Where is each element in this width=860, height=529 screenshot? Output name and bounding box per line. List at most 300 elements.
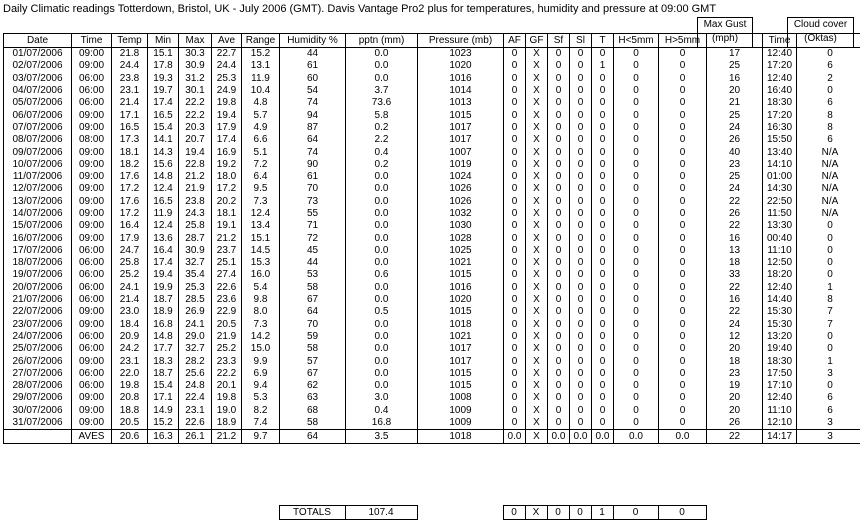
- table-cell: 74: [280, 97, 346, 109]
- table-cell: 14.2: [242, 331, 280, 343]
- table-cell: 09/07/2006: [4, 146, 72, 158]
- table-cell: 0: [504, 417, 526, 430]
- totals-h-lt5: 0: [613, 506, 658, 520]
- totals-label: TOTALS: [279, 506, 345, 520]
- table-cell: 25.3: [179, 282, 212, 294]
- table-cell: 14.8: [148, 331, 179, 343]
- table-cell: 0.0: [346, 208, 418, 220]
- table-cell: 0: [659, 319, 707, 331]
- table-cell: X: [526, 171, 548, 183]
- table-cell: 21.2: [212, 232, 242, 244]
- table-cell: 0: [659, 60, 707, 72]
- table-cell: 06:00: [72, 73, 112, 85]
- table-cell: 17.9: [212, 122, 242, 134]
- table-cell: 25: [707, 109, 763, 121]
- table-cell: 25.2: [112, 269, 148, 281]
- table-cell: 0: [504, 48, 526, 61]
- table-cell: 0: [548, 368, 570, 380]
- table-cell: 24.7: [112, 245, 148, 257]
- table-cell: 23/07/2006: [4, 319, 72, 331]
- table-cell: 12.4: [242, 208, 280, 220]
- table-cell: 0.0: [346, 331, 418, 343]
- table-cell: 3: [797, 368, 860, 380]
- table-cell: 70: [280, 183, 346, 195]
- totals-sf: 0: [547, 506, 569, 520]
- table-cell: 1015: [418, 269, 504, 281]
- table-cell: 7: [797, 319, 860, 331]
- table-cell: 30.9: [179, 60, 212, 72]
- table-cell: 1: [797, 355, 860, 367]
- table-cell: 25: [707, 60, 763, 72]
- table-cell: 0: [592, 282, 614, 294]
- table-cell: 15:30: [763, 319, 797, 331]
- table-cell: 0: [614, 294, 659, 306]
- table-cell: 6: [797, 60, 860, 72]
- table-cell: 22.8: [179, 159, 212, 171]
- table-cell: 19.9: [148, 282, 179, 294]
- table-cell: 0: [570, 417, 592, 430]
- table-cell: X: [526, 85, 548, 97]
- table-cell: 6: [797, 134, 860, 146]
- table-cell: 7.2: [242, 159, 280, 171]
- table-cell: 67: [280, 294, 346, 306]
- table-cell: 74: [280, 146, 346, 158]
- table-cell: 03/07/2006: [4, 73, 72, 85]
- table-cell: 24.4: [212, 60, 242, 72]
- column-header: Time: [72, 34, 112, 48]
- table-row: [4, 159, 860, 171]
- table-cell: 0: [570, 73, 592, 85]
- table-cell: 21.8: [112, 48, 148, 61]
- table-cell: 0: [570, 109, 592, 121]
- table-row: [4, 380, 860, 392]
- table-cell: 6: [797, 392, 860, 404]
- table-cell: 0.2: [346, 122, 418, 134]
- table-cell: 17.4: [148, 97, 179, 109]
- table-cell: 17.6: [112, 196, 148, 208]
- table-cell: 0: [548, 417, 570, 430]
- table-cell: 0: [504, 232, 526, 244]
- average-cell: 16.3: [148, 430, 179, 444]
- table-cell: 06:00: [72, 331, 112, 343]
- table-cell: 0: [659, 159, 707, 171]
- table-cell: 0: [659, 109, 707, 121]
- climate-table: [3, 33, 860, 444]
- table-cell: 68: [280, 405, 346, 417]
- table-cell: 1017: [418, 343, 504, 355]
- table-row: [4, 220, 860, 232]
- table-cell: 0: [504, 331, 526, 343]
- table-cell: 19.2: [212, 159, 242, 171]
- table-cell: 06:00: [72, 343, 112, 355]
- table-cell: 0: [548, 73, 570, 85]
- table-cell: 8: [797, 109, 860, 121]
- table-cell: 18.1: [212, 208, 242, 220]
- table-cell: 0: [614, 269, 659, 281]
- table-cell: 19.0: [212, 405, 242, 417]
- table-cell: 13.4: [242, 220, 280, 232]
- table-cell: 0: [659, 232, 707, 244]
- table-cell: 0: [504, 60, 526, 72]
- table-cell: N/A: [797, 183, 860, 195]
- table-cell: 14/07/2006: [4, 208, 72, 220]
- table-cell: 25.8: [112, 257, 148, 269]
- table-cell: 19: [707, 380, 763, 392]
- table-cell: 27/07/2006: [4, 368, 72, 380]
- table-cell: 10.4: [242, 85, 280, 97]
- average-cell: 3: [797, 430, 860, 444]
- table-cell: X: [526, 122, 548, 134]
- table-cell: 0.0: [346, 368, 418, 380]
- table-cell: 22: [707, 220, 763, 232]
- table-cell: 0: [548, 319, 570, 331]
- table-cell: 0: [570, 306, 592, 318]
- table-cell: 1014: [418, 85, 504, 97]
- table-row: [4, 48, 860, 61]
- average-cell: 22: [707, 430, 763, 444]
- table-cell: 14.8: [148, 171, 179, 183]
- table-cell: 72: [280, 232, 346, 244]
- table-cell: 0: [504, 355, 526, 367]
- table-cell: 26: [707, 134, 763, 146]
- table-cell: X: [526, 306, 548, 318]
- table-cell: 09:00: [72, 48, 112, 61]
- table-cell: 22: [707, 282, 763, 294]
- table-cell: 0: [570, 208, 592, 220]
- table-cell: 24: [707, 319, 763, 331]
- table-row: [4, 122, 860, 134]
- table-cell: 1024: [418, 171, 504, 183]
- table-cell: 24: [707, 122, 763, 134]
- table-cell: 0: [797, 380, 860, 392]
- table-cell: 1026: [418, 183, 504, 195]
- table-cell: 24.1: [179, 319, 212, 331]
- table-cell: 20.5: [112, 417, 148, 430]
- table-cell: 0.0: [346, 343, 418, 355]
- table-cell: 0: [659, 134, 707, 146]
- table-cell: 08/07/2006: [4, 134, 72, 146]
- table-cell: 15.2: [242, 48, 280, 61]
- table-cell: 0.0: [346, 294, 418, 306]
- table-cell: 15/07/2006: [4, 220, 72, 232]
- column-header: Sf: [548, 34, 570, 48]
- table-cell: 0: [592, 159, 614, 171]
- table-cell: 8: [797, 294, 860, 306]
- table-cell: 16.8: [346, 417, 418, 430]
- table-cell: 25.1: [212, 257, 242, 269]
- table-cell: 5.3: [242, 392, 280, 404]
- table-cell: 16.8: [148, 319, 179, 331]
- table-cell: 0: [504, 319, 526, 331]
- table-cell: 17.1: [112, 109, 148, 121]
- table-cell: 18/07/2006: [4, 257, 72, 269]
- table-row: [4, 331, 860, 343]
- table-cell: 13.1: [242, 60, 280, 72]
- table-cell: 16/07/2006: [4, 232, 72, 244]
- table-cell: 23.3: [212, 355, 242, 367]
- table-cell: 0: [504, 294, 526, 306]
- table-cell: 0: [548, 269, 570, 281]
- table-cell: 19.4: [148, 269, 179, 281]
- column-header: Range: [242, 34, 280, 48]
- table-cell: 0: [592, 183, 614, 195]
- table-cell: 18.7: [148, 294, 179, 306]
- table-cell: 61: [280, 171, 346, 183]
- table-row: [4, 417, 860, 430]
- table-cell: X: [526, 257, 548, 269]
- table-cell: 0: [614, 85, 659, 97]
- table-cell: 0: [504, 220, 526, 232]
- table-cell: 06:00: [72, 97, 112, 109]
- average-cell: 20.6: [112, 430, 148, 444]
- table-cell: 1017: [418, 355, 504, 367]
- table-cell: 0: [570, 282, 592, 294]
- table-cell: 12:40: [763, 392, 797, 404]
- table-cell: 17.4: [148, 257, 179, 269]
- column-header: H<5mm: [614, 34, 659, 48]
- table-cell: 17.8: [148, 60, 179, 72]
- table-cell: 0: [659, 97, 707, 109]
- table-cell: 1015: [418, 368, 504, 380]
- table-cell: 0: [592, 417, 614, 430]
- table-cell: X: [526, 159, 548, 171]
- table-cell: 18: [707, 355, 763, 367]
- table-cell: 6.4: [242, 171, 280, 183]
- table-cell: 0: [592, 122, 614, 134]
- table-cell: 1: [797, 282, 860, 294]
- table-cell: 01:00: [763, 171, 797, 183]
- table-cell: 0: [614, 417, 659, 430]
- table-cell: 19.7: [148, 85, 179, 97]
- table-cell: 0: [570, 183, 592, 195]
- table-cell: 0: [659, 380, 707, 392]
- table-cell: X: [526, 269, 548, 281]
- table-cell: 18.8: [112, 405, 148, 417]
- table-cell: X: [526, 73, 548, 85]
- table-cell: 15.1: [242, 232, 280, 244]
- table-cell: 1008: [418, 392, 504, 404]
- table-row: [4, 146, 860, 158]
- table-cell: 35.4: [179, 269, 212, 281]
- table-cell: 19.4: [179, 146, 212, 158]
- table-cell: 55: [280, 208, 346, 220]
- table-cell: 0: [592, 392, 614, 404]
- table-cell: 29/07/2006: [4, 392, 72, 404]
- table-cell: 17:20: [763, 109, 797, 121]
- table-cell: 40: [707, 146, 763, 158]
- table-cell: 0: [504, 109, 526, 121]
- table-cell: 0.0: [346, 355, 418, 367]
- table-cell: 0: [570, 405, 592, 417]
- table-cell: 19.4: [212, 109, 242, 121]
- table-cell: 16.4: [148, 245, 179, 257]
- table-cell: 0: [548, 134, 570, 146]
- table-cell: 17/07/2006: [4, 245, 72, 257]
- table-cell: 0: [504, 73, 526, 85]
- table-cell: 16: [707, 232, 763, 244]
- table-cell: 57: [280, 355, 346, 367]
- table-cell: 0: [504, 97, 526, 109]
- table-cell: 0.0: [346, 220, 418, 232]
- table-cell: 54: [280, 85, 346, 97]
- table-cell: 58: [280, 343, 346, 355]
- table-cell: 1016: [418, 282, 504, 294]
- table-cell: 23.8: [112, 73, 148, 85]
- average-cell: 3.5: [346, 430, 418, 444]
- table-cell: 0: [504, 122, 526, 134]
- table-cell: 9.8: [242, 294, 280, 306]
- table-cell: X: [526, 134, 548, 146]
- table-cell: 21: [707, 97, 763, 109]
- table-cell: 0.0: [346, 380, 418, 392]
- column-header-row: [4, 34, 860, 48]
- table-row: [4, 306, 860, 318]
- table-cell: 71: [280, 220, 346, 232]
- table-cell: 9.9: [242, 355, 280, 367]
- table-cell: N/A: [797, 208, 860, 220]
- table-cell: 13/07/2006: [4, 196, 72, 208]
- table-cell: 09:00: [72, 319, 112, 331]
- table-cell: 73: [280, 196, 346, 208]
- table-cell: 45: [280, 245, 346, 257]
- average-cell: 1018: [418, 430, 504, 444]
- table-cell: 0: [659, 392, 707, 404]
- table-cell: 1021: [418, 257, 504, 269]
- average-cell: 26.1: [179, 430, 212, 444]
- table-cell: 94: [280, 109, 346, 121]
- table-cell: N/A: [797, 196, 860, 208]
- table-cell: 25.8: [179, 220, 212, 232]
- table-cell: 21.9: [179, 183, 212, 195]
- table-cell: 0: [504, 245, 526, 257]
- table-cell: 09:00: [72, 392, 112, 404]
- table-cell: X: [526, 405, 548, 417]
- table-cell: 28/07/2006: [4, 380, 72, 392]
- table-cell: 11/07/2006: [4, 171, 72, 183]
- table-cell: 17.9: [112, 232, 148, 244]
- table-cell: 3.7: [346, 85, 418, 97]
- table-cell: 0: [570, 134, 592, 146]
- table-cell: 11:10: [763, 405, 797, 417]
- table-cell: 0: [797, 48, 860, 61]
- table-cell: 12:40: [763, 48, 797, 61]
- table-cell: 0: [592, 109, 614, 121]
- table-cell: 1028: [418, 232, 504, 244]
- table-cell: X: [526, 294, 548, 306]
- table-cell: 0: [570, 392, 592, 404]
- table-cell: 8: [797, 122, 860, 134]
- table-cell: 18:20: [763, 269, 797, 281]
- table-cell: 21.4: [112, 294, 148, 306]
- table-cell: 19:40: [763, 343, 797, 355]
- table-cell: 1016: [418, 73, 504, 85]
- table-cell: 1017: [418, 134, 504, 146]
- average-cell: 64: [280, 430, 346, 444]
- table-cell: 73.6: [346, 97, 418, 109]
- table-cell: 0: [548, 196, 570, 208]
- table-cell: 0: [570, 196, 592, 208]
- table-cell: X: [526, 380, 548, 392]
- table-cell: 18.7: [148, 368, 179, 380]
- table-cell: 0: [659, 183, 707, 195]
- table-cell: 20: [707, 392, 763, 404]
- table-cell: 23.6: [212, 294, 242, 306]
- table-cell: 13:40: [763, 146, 797, 158]
- table-cell: 0: [548, 60, 570, 72]
- table-cell: 0: [614, 331, 659, 343]
- table-cell: 6: [797, 405, 860, 417]
- table-cell: 20.3: [179, 122, 212, 134]
- column-header: Temp: [112, 34, 148, 48]
- table-cell: 1025: [418, 245, 504, 257]
- column-header: Max: [179, 34, 212, 48]
- table-cell: 30.1: [179, 85, 212, 97]
- table-cell: 27.4: [212, 269, 242, 281]
- table-row: [4, 109, 860, 121]
- table-cell: 17:10: [763, 380, 797, 392]
- table-cell: 24.8: [179, 380, 212, 392]
- table-cell: 0: [592, 355, 614, 367]
- table-cell: 15.4: [148, 122, 179, 134]
- table-cell: 0: [614, 48, 659, 61]
- table-cell: 25: [707, 171, 763, 183]
- table-cell: 0: [614, 405, 659, 417]
- table-cell: N/A: [797, 171, 860, 183]
- column-header: Pressure (mb): [418, 34, 504, 48]
- column-header: Date: [4, 34, 72, 48]
- table-cell: 06:00: [72, 368, 112, 380]
- table-cell: 29.0: [179, 331, 212, 343]
- table-cell: 20.5: [212, 319, 242, 331]
- table-cell: 06:00: [72, 282, 112, 294]
- table-cell: 11.9: [148, 208, 179, 220]
- table-cell: 09:00: [72, 306, 112, 318]
- table-cell: 09:00: [72, 355, 112, 367]
- table-cell: 0: [548, 405, 570, 417]
- table-cell: 20.2: [212, 196, 242, 208]
- table-cell: 0: [592, 48, 614, 61]
- table-cell: 0: [548, 171, 570, 183]
- table-cell: 3.0: [346, 392, 418, 404]
- table-cell: 09:00: [72, 417, 112, 430]
- table-cell: 0.0: [346, 282, 418, 294]
- table-cell: X: [526, 232, 548, 244]
- table-cell: 0: [797, 257, 860, 269]
- table-cell: 12:50: [763, 257, 797, 269]
- table-cell: X: [526, 245, 548, 257]
- table-cell: 1017: [418, 122, 504, 134]
- table-cell: 12:10: [763, 417, 797, 430]
- table-cell: 16: [707, 73, 763, 85]
- table-row: [4, 257, 860, 269]
- table-cell: 0: [614, 257, 659, 269]
- table-cell: 0: [592, 97, 614, 109]
- table-cell: 0: [548, 282, 570, 294]
- table-cell: 0: [548, 208, 570, 220]
- table-cell: 0.0: [346, 319, 418, 331]
- table-cell: 20.1: [212, 380, 242, 392]
- table-cell: 0: [548, 48, 570, 61]
- table-cell: 0: [614, 97, 659, 109]
- table-cell: 1026: [418, 196, 504, 208]
- table-cell: 00:40: [763, 232, 797, 244]
- table-cell: 0: [797, 245, 860, 257]
- table-cell: N/A: [797, 159, 860, 171]
- average-cell: X: [526, 430, 548, 444]
- table-cell: 64: [280, 306, 346, 318]
- table-cell: 0: [659, 294, 707, 306]
- table-cell: 0: [614, 60, 659, 72]
